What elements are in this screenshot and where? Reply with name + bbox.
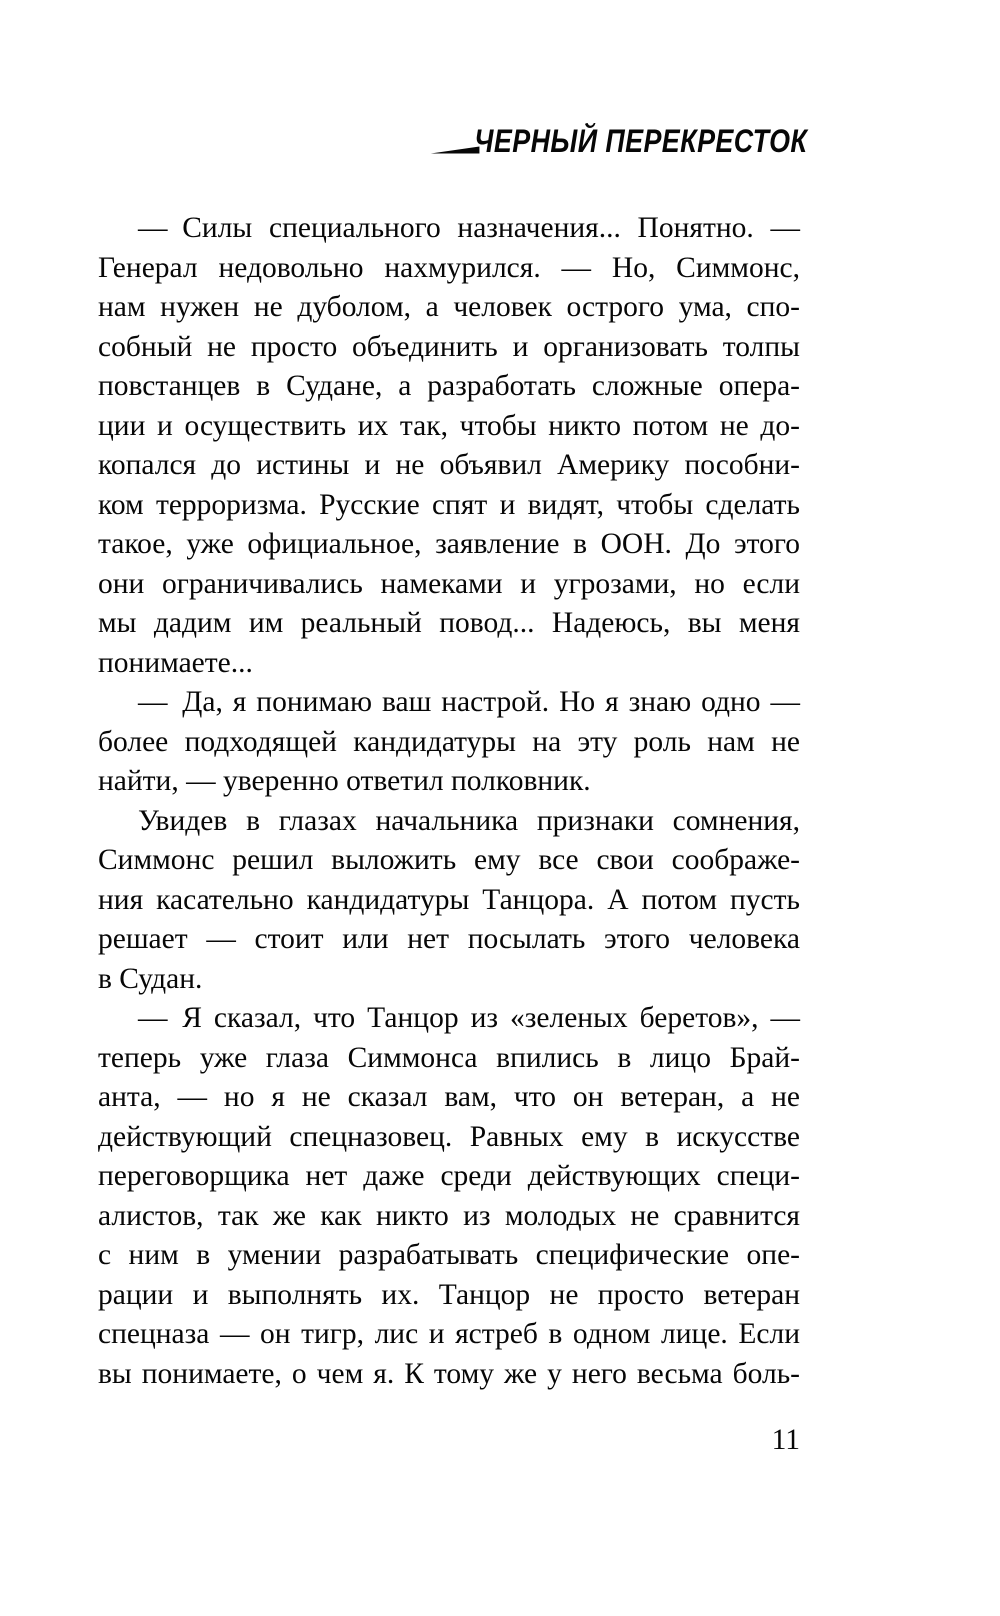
text-line: рации и выполнять их. Танцор не просто ветеран — [98, 1278, 800, 1311]
text-line: такое, уже официальное, заявление в ООН. До этого — [98, 528, 800, 560]
text-line: мы дадим им реальный повод... Надеюсь, вы меня — [98, 607, 800, 639]
running-header — [430, 124, 807, 158]
text-line: — Силы специального назначения... Понятно. — — [138, 212, 800, 244]
text-line: ния касательно кандидатуры Танцора. А потом пусть — [98, 883, 800, 916]
text-line: спецназа — он тигр, лис и ястреб в одном лице. Если — [98, 1318, 800, 1350]
text-line: ции и осуществить их так, чтобы никто потом не до- — [98, 409, 800, 442]
text-line: повстанцев в Судане, а разработать сложные опера- — [98, 370, 800, 402]
text-line: нам нужен не дуболом, а человек острого ума, спо- — [98, 291, 800, 323]
text-line: найти, — уверенно ответил полковник. — [98, 765, 591, 797]
text-line: более подходящей кандидатуры на эту роль нам не — [98, 725, 800, 758]
header-swoosh-rule-icon — [430, 145, 479, 155]
text-line: — Я сказал, что Танцор из «зеленых беретов», — — [138, 1002, 800, 1034]
text-line: вы понимаете, о чем я. К тому же у него весьма боль- — [98, 1357, 800, 1390]
text-line: в Судан. — [98, 962, 203, 995]
text-line: они ограничивались намеками и угрозами, но если — [98, 567, 800, 600]
text-line: понимаете... — [98, 646, 253, 679]
text-line: действующий спецназовец. Равных ему в искусстве — [98, 1120, 800, 1153]
text-line: алистов, так же как никто из молодых не сравнится — [98, 1199, 800, 1232]
page-number: 11 — [771, 1424, 800, 1456]
text-line: ком терроризма. Русские спят и видят, чтобы сделать — [98, 488, 800, 521]
page-text — [98, 209, 800, 1394]
text-line: — Да, я понимаю ваш настрой. Но я знаю одно — — [138, 686, 800, 718]
text-line: переговорщика нет даже среди действующих специ- — [98, 1160, 800, 1192]
text-line: с ним в умении разрабатывать специфические опе- — [98, 1239, 800, 1271]
text-line: теперь уже глаза Симмонса впились в лицо Брай- — [98, 1041, 800, 1074]
text-line: собный не просто объединить и организовать толпы — [98, 330, 800, 363]
text-line: анта, — но я не сказал вам, что он ветеран, а не — [98, 1081, 800, 1113]
text-line: Симмонс решил выложить ему все свои соображе- — [98, 844, 800, 876]
text-line: Увидев в глазах начальника признаки сомнения, — [138, 804, 800, 837]
running-header-title: ЧЕРНЫЙ ПЕРЕКРЕСТОК — [474, 123, 807, 159]
text-line: Генерал недовольно нахмурился. — Но, Симмонс, — [98, 251, 800, 284]
text-line: копался до истины и не объявил Америку пособни- — [98, 449, 800, 481]
text-line: решает — стоит или нет посылать этого человека — [98, 923, 800, 955]
